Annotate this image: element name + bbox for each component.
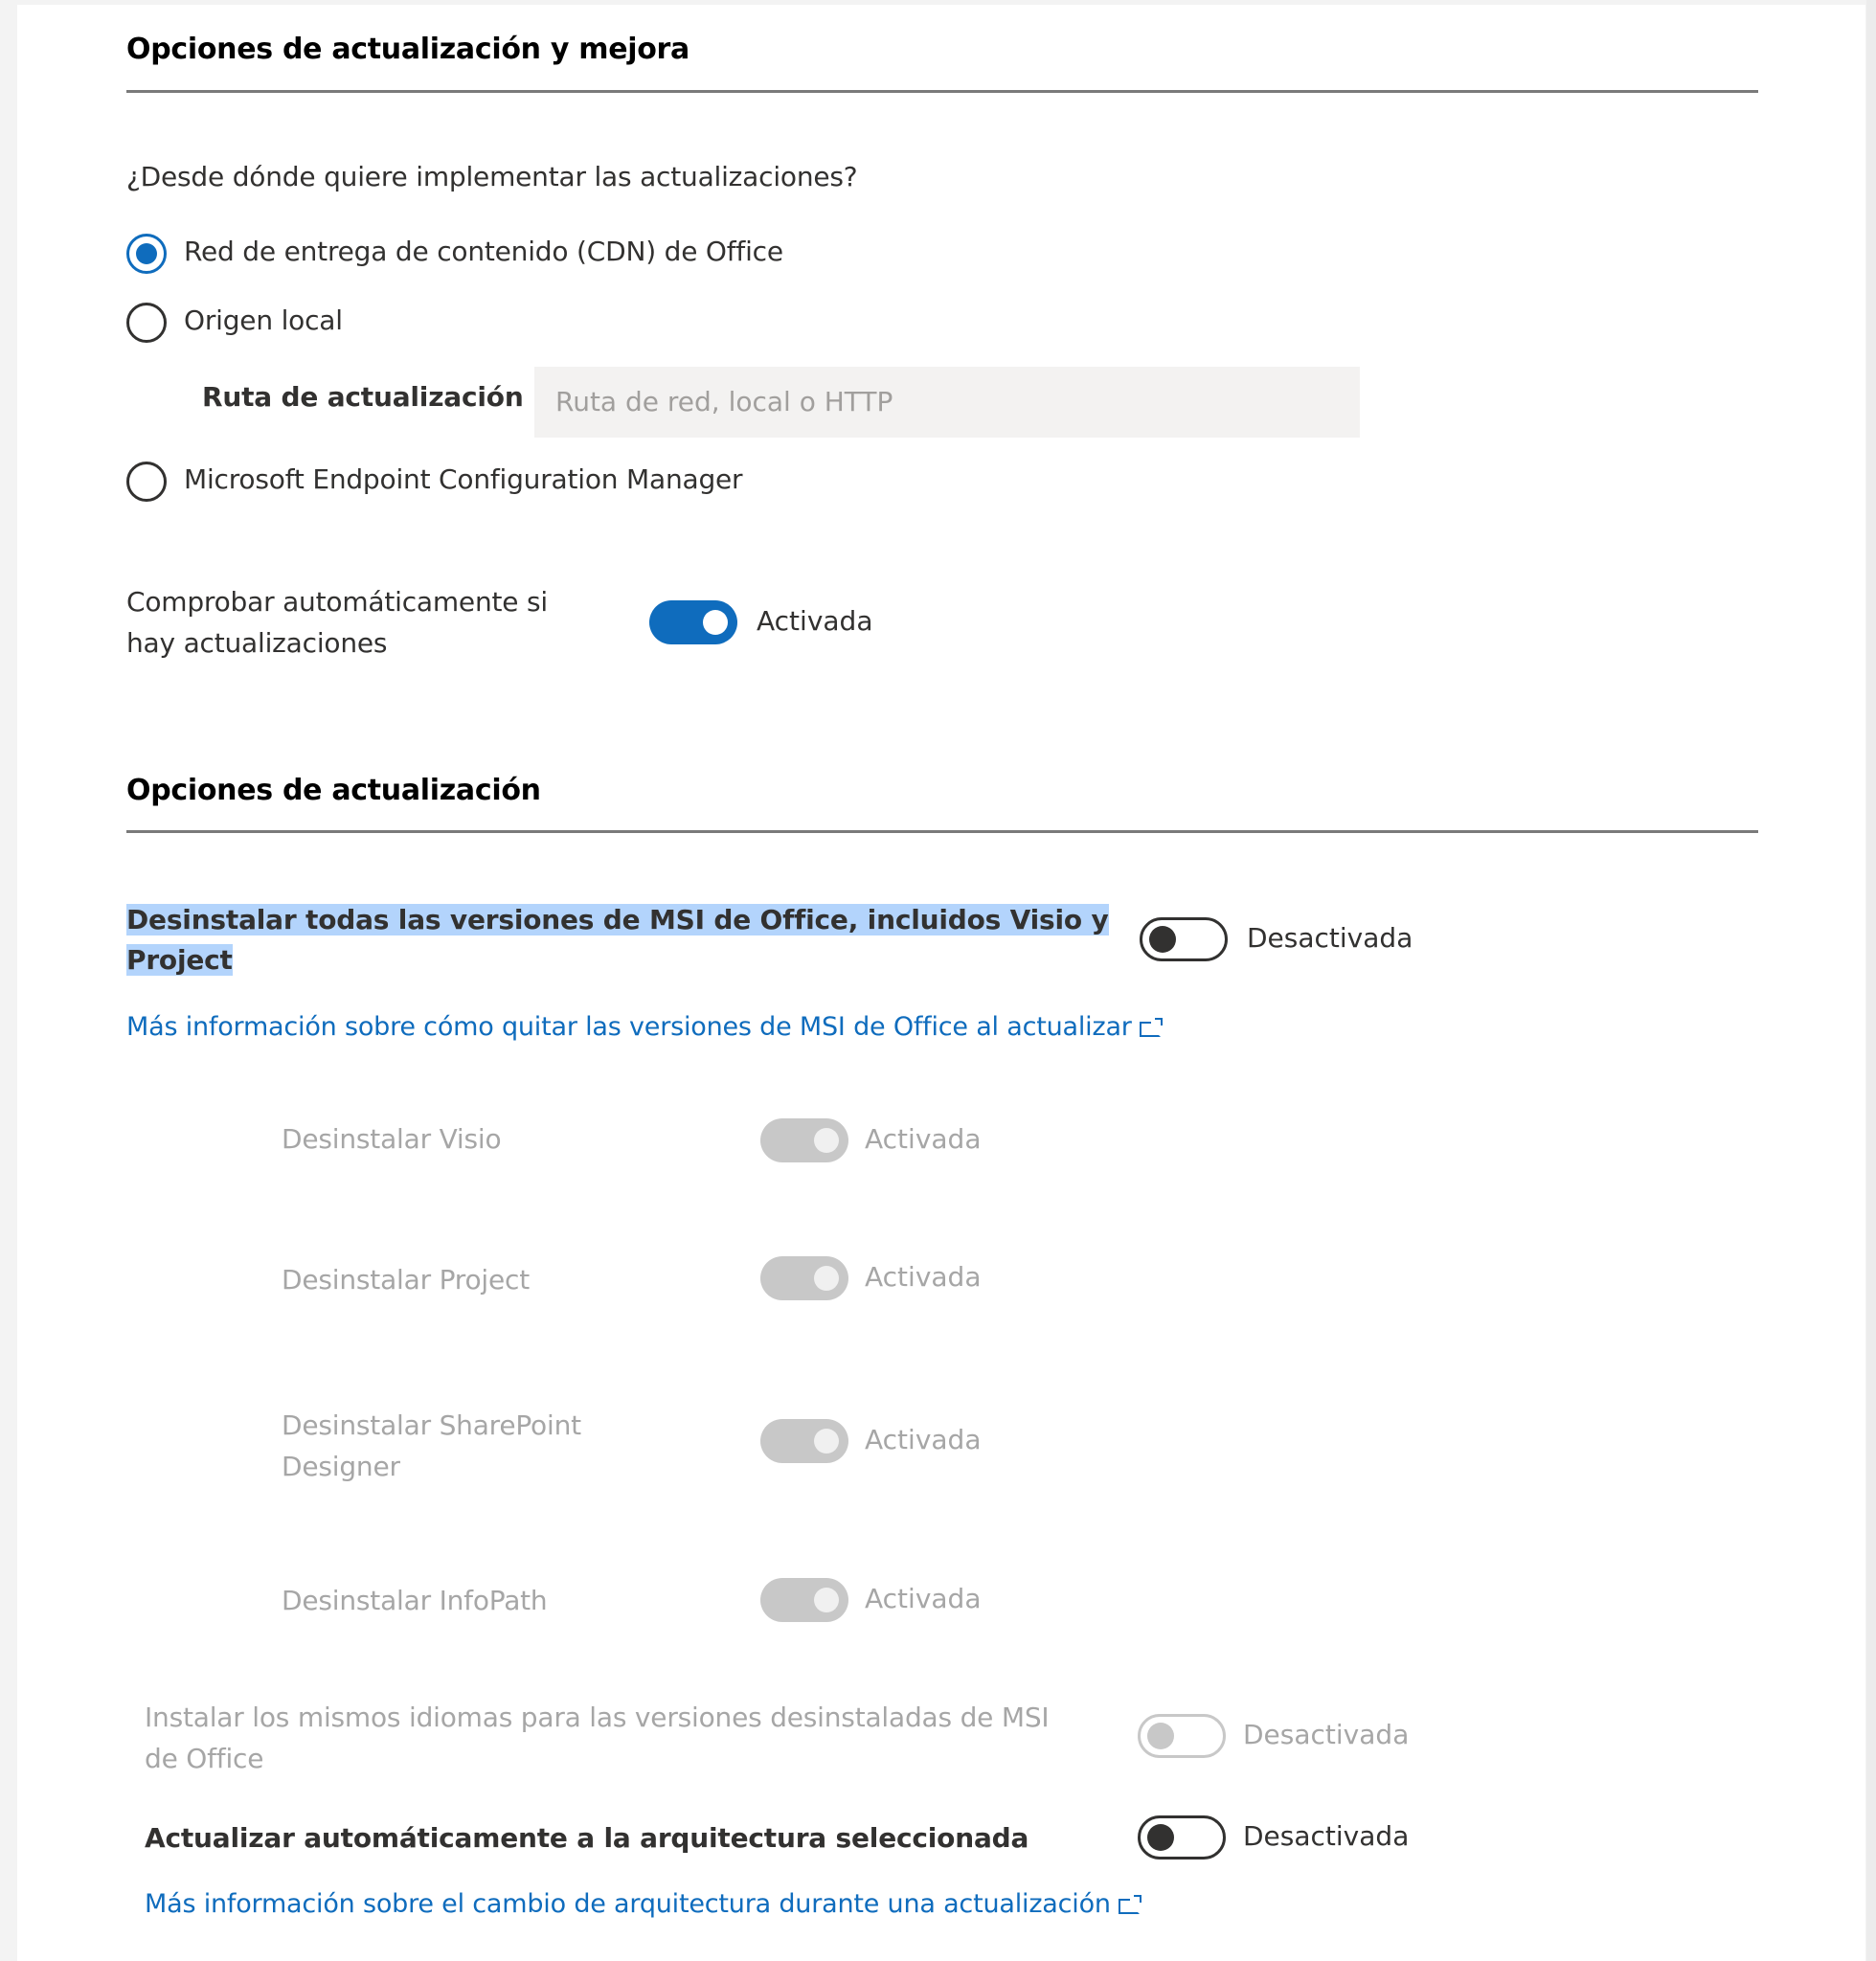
architecture-info-link[interactable] bbox=[145, 1889, 1140, 1919]
toggle-knob bbox=[814, 1128, 839, 1153]
uninstall-msi-info-link[interactable] bbox=[126, 1012, 1161, 1042]
uninstall-infopath-state: Activada bbox=[865, 1583, 982, 1614]
auto-check-label-line2: hay actualizaciones bbox=[126, 627, 388, 659]
toggle-knob bbox=[814, 1429, 839, 1454]
toggle-knob bbox=[814, 1266, 839, 1291]
uninstall-msi-toggle[interactable] bbox=[1140, 917, 1228, 961]
update-path-label: Ruta de actualización bbox=[202, 381, 524, 413]
same-languages-label-line1: Instalar los mismos idiomas para las versiones desinstaladas de MSI bbox=[145, 1702, 1050, 1733]
section-divider bbox=[126, 830, 1758, 833]
uninstall-project-state: Activada bbox=[865, 1261, 982, 1293]
toggle-knob bbox=[1149, 926, 1176, 953]
uninstall-msi-label bbox=[126, 900, 1109, 980]
auto-architecture-toggle[interactable] bbox=[1138, 1815, 1226, 1860]
update-path-input[interactable] bbox=[534, 367, 1360, 438]
radio-configmgr-label[interactable]: Microsoft Endpoint Configuration Manager bbox=[184, 463, 743, 495]
section-title-update: Opciones de actualización bbox=[126, 774, 541, 807]
toggle-knob bbox=[1147, 1723, 1174, 1749]
same-languages-toggle[interactable] bbox=[1138, 1714, 1226, 1758]
external-link-icon bbox=[1140, 1022, 1161, 1037]
architecture-info-link-text: Más información sobre el cambio de arquitectura durante una actualización bbox=[145, 1889, 1111, 1919]
settings-panel bbox=[17, 5, 1865, 1961]
auto-architecture-label: Actualizar automáticamente a la arquitectura seleccionada bbox=[145, 1822, 1029, 1854]
uninstall-msi-state: Desactivada bbox=[1247, 922, 1413, 954]
uninstall-visio-toggle[interactable] bbox=[760, 1118, 848, 1162]
auto-architecture-state: Desactivada bbox=[1243, 1820, 1410, 1852]
radio-configmgr[interactable] bbox=[126, 462, 167, 502]
radio-cdn[interactable] bbox=[126, 234, 167, 274]
auto-check-label-line1: Comprobar automáticamente si bbox=[126, 586, 548, 618]
uninstall-sharepoint-designer-state: Activada bbox=[865, 1424, 982, 1455]
uninstall-infopath-toggle[interactable] bbox=[760, 1578, 848, 1622]
uninstall-msi-info-link-text: Más información sobre cómo quitar las versiones de MSI de Office al actualizar bbox=[126, 1012, 1132, 1042]
scrollbar[interactable] bbox=[1866, 0, 1876, 1961]
deploy-source-question: ¿Desde dónde quiere implementar las actualizaciones? bbox=[126, 161, 858, 192]
radio-local-source-label[interactable]: Origen local bbox=[184, 304, 343, 336]
uninstall-infopath-label: Desinstalar InfoPath bbox=[282, 1585, 548, 1616]
uninstall-msi-label-line1: Desinstalar todas las versiones de MSI de Office, incluidos Visio y bbox=[126, 904, 1109, 935]
radio-cdn-label[interactable]: Red de entrega de contenido (CDN) de Office bbox=[184, 236, 783, 267]
uninstall-sharepoint-designer-label bbox=[282, 1405, 581, 1487]
toggle-knob bbox=[814, 1588, 839, 1612]
uninstall-project-toggle[interactable] bbox=[760, 1256, 848, 1300]
same-languages-label-line2: de Office bbox=[145, 1743, 264, 1774]
auto-check-toggle[interactable] bbox=[649, 600, 737, 644]
auto-check-state: Activada bbox=[757, 605, 873, 637]
uninstall-project-label: Desinstalar Project bbox=[282, 1264, 530, 1296]
uninstall-visio-state: Activada bbox=[865, 1123, 982, 1155]
uninstall-visio-label: Desinstalar Visio bbox=[282, 1123, 502, 1155]
radio-local-source[interactable] bbox=[126, 303, 167, 343]
uninstall-msi-label-line2: Project bbox=[126, 944, 233, 976]
section-title-upgrade: Opciones de actualización y mejora bbox=[126, 33, 689, 66]
uninstall-sharepoint-designer-label-line1: Desinstalar SharePoint bbox=[282, 1409, 581, 1441]
external-link-icon bbox=[1119, 1899, 1140, 1914]
same-languages-state: Desactivada bbox=[1243, 1719, 1410, 1750]
uninstall-sharepoint-designer-label-line2: Designer bbox=[282, 1451, 400, 1482]
toggle-knob bbox=[1147, 1824, 1174, 1851]
uninstall-sharepoint-designer-toggle[interactable] bbox=[760, 1419, 848, 1463]
update-path-placeholder: Ruta de red, local o HTTP bbox=[555, 386, 893, 417]
toggle-knob bbox=[703, 610, 728, 635]
same-languages-label bbox=[145, 1697, 1049, 1779]
section-divider bbox=[126, 90, 1758, 93]
